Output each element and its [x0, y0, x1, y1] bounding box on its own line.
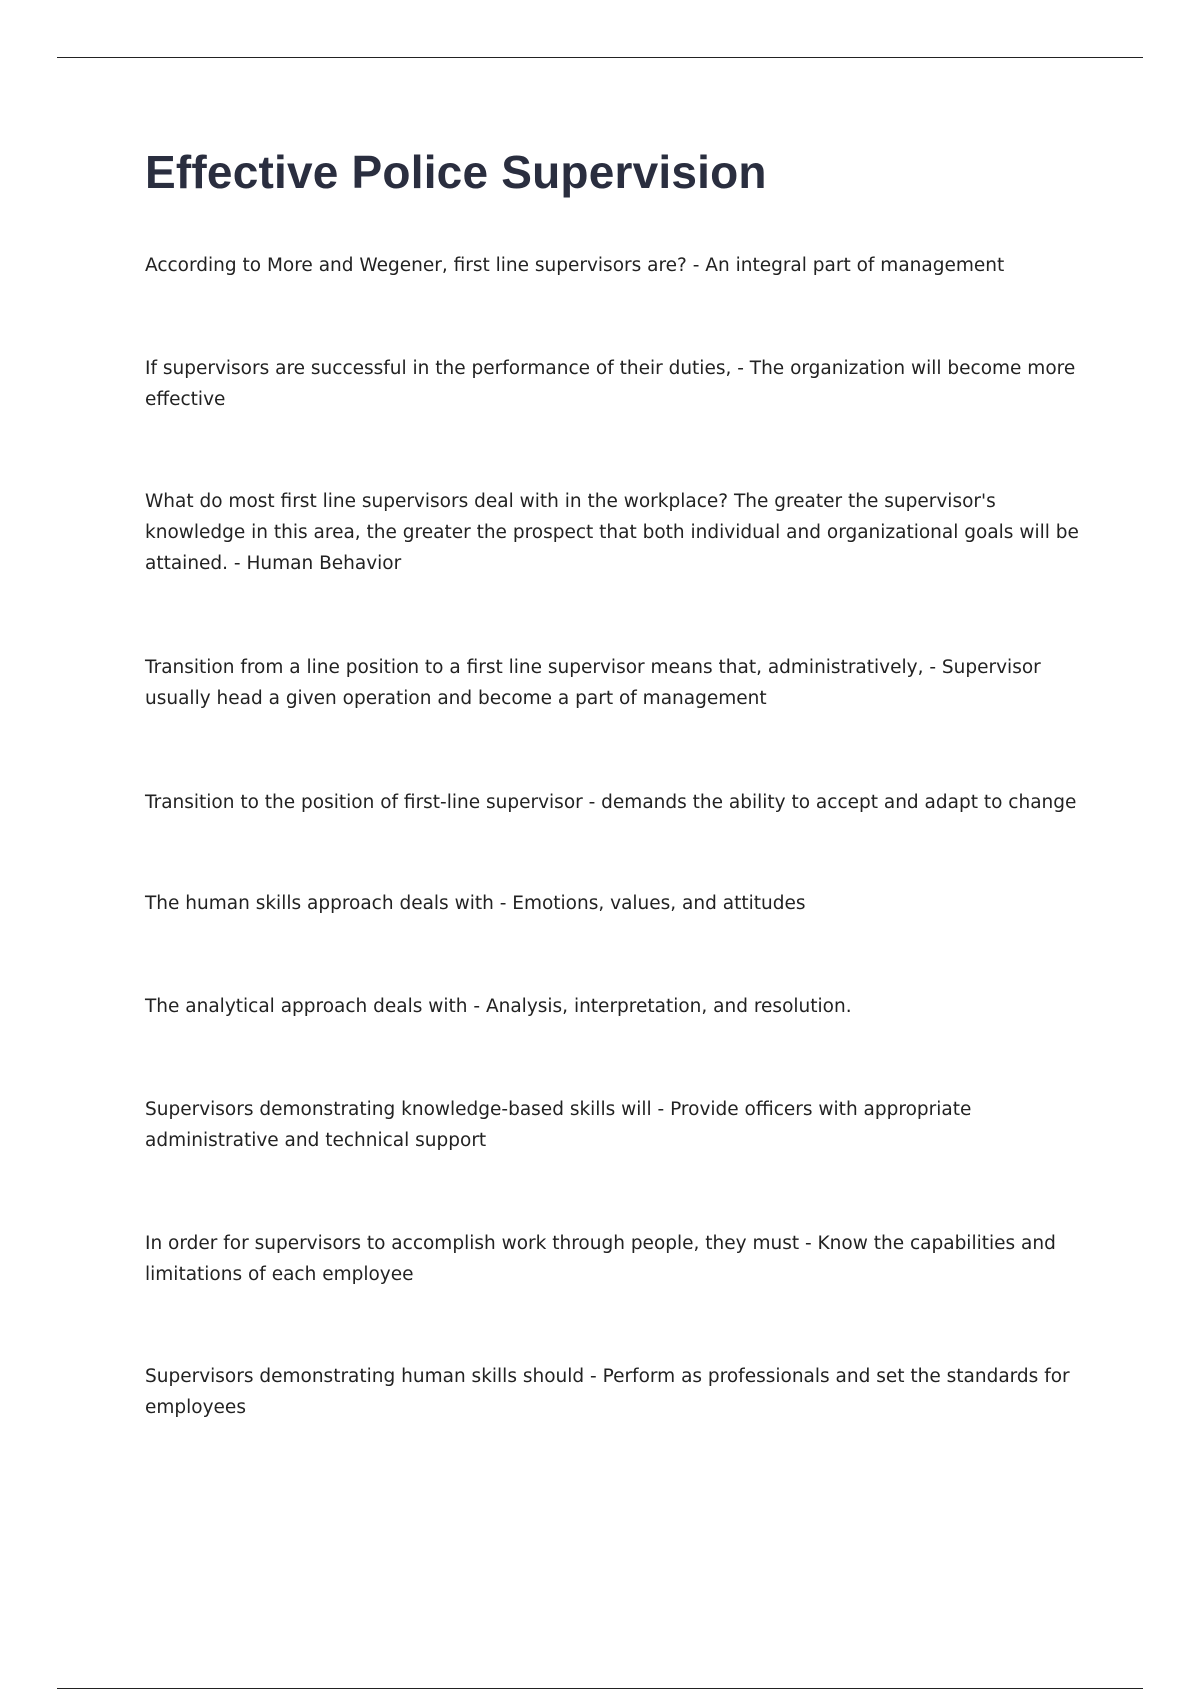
- bottom-divider: [57, 1688, 1143, 1689]
- qa-item: Transition to the position of first-line supervisor - demands the ability to accept and adapt to change: [145, 792, 1077, 813]
- page-title: Effective Police Supervision: [145, 146, 767, 198]
- qa-item: If supervisors are successful in the performance of their duties, - The organization will become more effective: [145, 358, 1076, 410]
- qa-item: Transition from a line position to a first line supervisor means that, administratively, - Supervisor usually head a given operation and become a part of management: [145, 657, 1041, 709]
- qa-item: The human skills approach deals with - Emotions, values, and attitudes: [145, 893, 806, 914]
- qa-item: The analytical approach deals with - Analysis, interpretation, and resolution.: [145, 996, 852, 1017]
- top-divider: [57, 57, 1143, 58]
- qa-item: Supervisors demonstrating knowledge-based skills will - Provide officers with appropriate administrative and technical support: [145, 1099, 972, 1151]
- qa-item: According to More and Wegener, first line supervisors are? - An integral part of management: [145, 255, 1005, 276]
- qa-item: Supervisors demonstrating human skills should - Perform as professionals and set the standards for employees: [145, 1366, 1070, 1418]
- qa-item: In order for supervisors to accomplish work through people, they must - Know the capabilities and limitations of each employee: [145, 1233, 1056, 1285]
- qa-item: What do most first line supervisors deal with in the workplace? The greater the supervisor's knowledge in this area, the greater the prospect that both individual and organizational goals will be attained. - Human Behavior: [145, 491, 1079, 574]
